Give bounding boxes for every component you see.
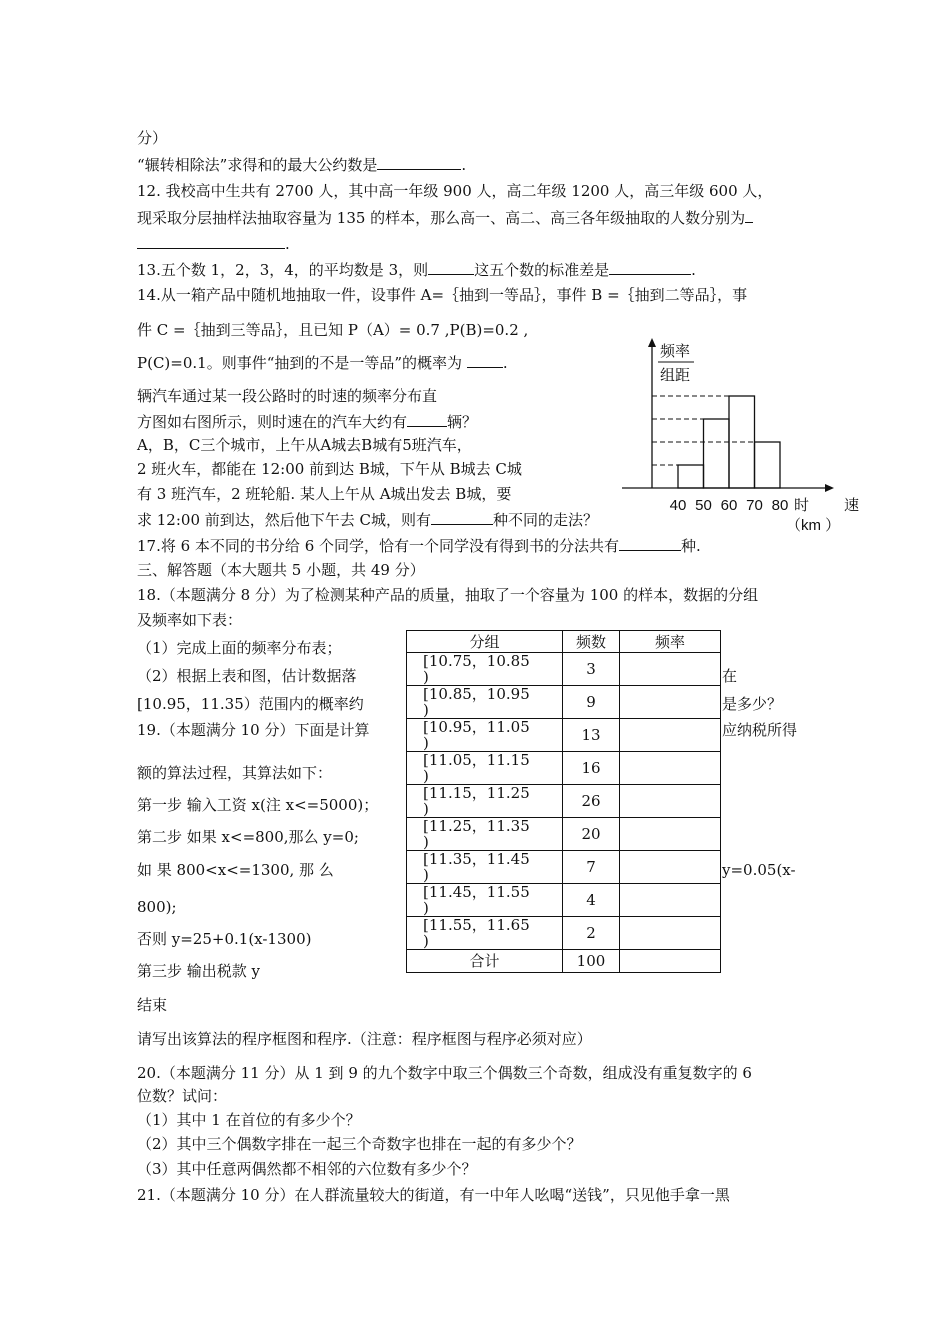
count-cell: 13 [563, 719, 620, 752]
frequency-cell[interactable] [620, 917, 721, 950]
table-row [407, 884, 721, 917]
frequency-cell[interactable] [620, 686, 721, 719]
text-line: “辗转相除法”求得和的最大公约数是 . [137, 156, 467, 174]
count-cell: 9 [563, 686, 620, 719]
text-line: 辆汽车通过某一段公路时的时速的频率分布直 [137, 387, 438, 405]
answer-blank [137, 233, 285, 249]
table-header-row [407, 631, 721, 653]
text-line: [10.95，11.35）范围内的概率约 [137, 695, 364, 713]
frequency-cell[interactable] [620, 752, 721, 785]
x-tick-label: 50 [695, 497, 712, 514]
frequency-table [406, 630, 721, 973]
group-cell: [10.95，11.05 ) [407, 719, 563, 752]
group-cell: [11.05，11.15 ) [407, 752, 563, 785]
text-line: （2）其中三个偶数字排在一起三个奇数字也排在一起的有多少个？ [137, 1135, 582, 1153]
table-row [407, 653, 721, 686]
count-cell: 4 [563, 884, 620, 917]
question-18: 18.（本题满分 8 分）为了检测某种产品的质量，抽取了一个容量为 100 的样本，数据的分组 [137, 586, 759, 604]
table-row [407, 851, 721, 884]
text-line: 在 [722, 667, 738, 685]
count-cell: 26 [563, 785, 620, 818]
text-line: 件 C =｛抽到三等品｝，且已知 P（A）= 0.7 ,P(B)=0.2 , [137, 321, 529, 339]
question-12: 12. 我校高中生共有 2700 人，其中高一年级 900 人，高二年级 1200 人，高三年级 600 人， [137, 182, 773, 200]
text-line: 分） [137, 129, 168, 147]
question-20: 20.（本题满分 11 分）从 1 到 9 的九个数字中取三个偶数三个奇数，组成没有重复数字的 6 [137, 1064, 752, 1082]
histogram-bar [704, 419, 730, 488]
text-line: 2 班火车，都能在 12:00 前到达 B城，下午从 B城去 C城 [137, 460, 522, 478]
count-cell: 16 [563, 752, 620, 785]
histogram-bar [755, 442, 781, 488]
frequency-cell[interactable] [620, 851, 721, 884]
group-cell: [11.55，11.65 ) [407, 917, 563, 950]
table-row [407, 686, 721, 719]
total-count: 100 [563, 950, 620, 973]
table-row [407, 785, 721, 818]
total-frequency [620, 950, 721, 973]
section-heading: 三、解答题（本大题共 5 小题，共 49 分） [137, 561, 425, 579]
frequency-cell[interactable] [620, 653, 721, 686]
text-line: 第一步 输入工资 x(注 x<=5000)； [137, 796, 379, 814]
text-line: 第三步 输出税款 y [137, 962, 261, 980]
y-label-bottom: 组距 [660, 367, 691, 384]
text-line: 请写出该算法的程序框图和程序.（注意：程序框图与程序必须对应） [137, 1030, 592, 1048]
text-line: 800); [137, 898, 177, 916]
answer-blank [467, 352, 503, 368]
count-cell: 20 [563, 818, 620, 851]
text-line: 方图如右图所示，则时速在的汽车大约有 辆？ [137, 413, 478, 431]
text-line: 额的算法过程，其算法如下： [137, 764, 333, 782]
frequency-cell[interactable] [620, 818, 721, 851]
text-line: 位数？试问： [137, 1087, 228, 1105]
count-cell: 3 [563, 653, 620, 686]
x-tick-label: 40 [669, 497, 687, 514]
text-line: 结束 [137, 996, 168, 1014]
question-21: 21.（本题满分 10 分）在人群流量较大的街道，有一中年人吆喝“送钱”，只见他手拿一黑 [137, 1186, 730, 1204]
text-line: 第二步 如果 x<=800,那么 y=0; [137, 828, 359, 846]
answer-blank [428, 259, 474, 275]
y-label-top: 频率 [660, 343, 691, 360]
count-cell: 7 [563, 851, 620, 884]
text-line: 现采取分层抽样法抽取容量为 135 的样本，那么高一、高二、高三各年级抽取的人数分别为 [137, 207, 753, 228]
question-19: 19.（本题满分 10 分）下面是计算 [137, 721, 370, 739]
x-axis-arrow [825, 484, 834, 492]
text-line: 是多少？ [722, 695, 783, 713]
unit-label: （km ） [786, 517, 841, 534]
text-line: P(C)=0.1。则事件“抽到的不是一等品”的概率为 . [137, 354, 508, 372]
table-total-row [407, 950, 721, 973]
text-line: A，B，C三个城市，上午从A城去B城有5班汽车， [137, 436, 472, 454]
group-cell: [10.85，10.95 ) [407, 686, 563, 719]
histogram-bar [678, 465, 704, 488]
total-label: 合计 [407, 950, 563, 973]
y-axis-arrow [648, 338, 656, 347]
text-line: 有 3 班汽车，2 班轮船. 某人上午从 A城出发去 B城，要 [137, 485, 512, 503]
answer-blank [377, 154, 461, 170]
group-cell: [11.25，11.35 ) [407, 818, 563, 851]
text-line: 应纳税所得 [722, 721, 798, 739]
table-row [407, 917, 721, 950]
table-row [407, 752, 721, 785]
answer-blank [407, 411, 447, 427]
table-row [407, 818, 721, 851]
answer-blank [431, 509, 493, 525]
header-frequency: 频率 [620, 631, 721, 653]
question-13: 13.五个数 1，2，3，4，的平均数是 3，则 这五个数的标准差是 . [137, 261, 696, 279]
count-cell: 2 [563, 917, 620, 950]
text-line: （1）完成上面的频率分布表； [137, 639, 342, 657]
text-line: （2）根据上表和图，估计数据落 [137, 667, 357, 685]
text-line: y=0.05(x- [722, 861, 796, 879]
group-cell: [11.45，11.55 ) [407, 884, 563, 917]
text-line: （3）其中任意两偶然都不相邻的六位数有多少个？ [137, 1160, 477, 1178]
text-line: 如 果 800<x<=1300, 那 么 [137, 861, 334, 879]
group-cell: [11.15，11.25 ) [407, 785, 563, 818]
group-cell: [10.75，10.85 ) [407, 653, 563, 686]
question-14: 14.从一箱产品中随机地抽取一件，设事件 A=｛抽到一等品｝，事件 B =｛抽到二等品｝，事 [137, 286, 748, 304]
text-line: （1）其中 1 在首位的有多少个？ [137, 1111, 361, 1129]
x-tick-label: 60 [720, 497, 738, 514]
frequency-cell[interactable] [620, 785, 721, 818]
speed-label: 速 [844, 497, 860, 514]
header-group: 分组 [407, 631, 563, 653]
text-line: . [137, 233, 290, 254]
frequency-cell[interactable] [620, 719, 721, 752]
frequency-histogram [622, 338, 872, 534]
x-unit-label: 时 [794, 497, 810, 514]
answer-blank [619, 535, 681, 551]
question-17: 17.将 6 本不同的书分给 6 个同学，恰有一个同学没有得到书的分法共有 种. [137, 537, 701, 555]
group-cell: [11.35，11.45 ) [407, 851, 563, 884]
header-count: 频数 [563, 631, 620, 653]
x-tick-label: 70 [746, 497, 763, 514]
answer-blank [609, 259, 691, 275]
table-row [407, 719, 721, 752]
frequency-cell[interactable] [620, 884, 721, 917]
text-line: 求 12:00 前到达，然后他下午去 C城，则有 种不同的走法？ [137, 511, 599, 529]
x-tick-label: 80 [771, 497, 789, 514]
answer-blank [745, 207, 753, 223]
text-line: 及频率如下表： [137, 611, 243, 629]
text-line: 否则 y=25+0.1(x-1300) [137, 930, 312, 948]
